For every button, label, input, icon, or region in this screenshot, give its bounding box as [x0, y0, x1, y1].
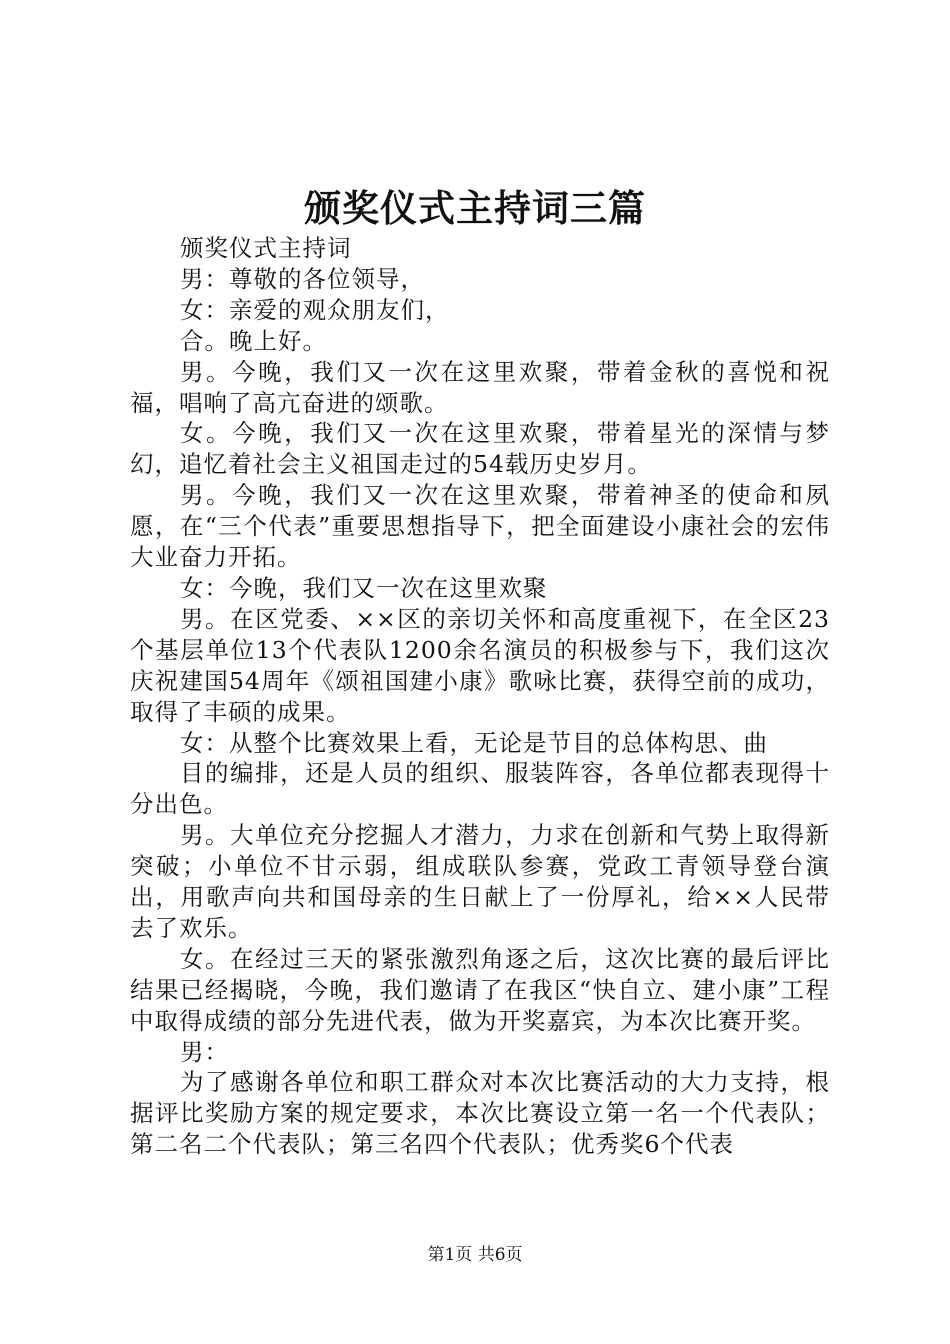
paragraph: 女：今晚，我们又一次在这里欢聚 [180, 573, 548, 602]
page-number-footer: 第1页 共6页 [427, 1245, 523, 1265]
paragraph: 颁奖仪式主持词 [180, 234, 352, 262]
paragraph: 女：从整个比赛效果上看，无论是节目的总体构思、曲 [180, 728, 768, 757]
paragraph: 为了感谢各单位和职工群众对本次比赛活动的大力支持，根据评比奖励方案的规定要求，本次比赛设立第一名一个代表队；第二名二个代表队；第三名四个代表队；优秀奖6个代表 [130, 1068, 830, 1159]
paragraph: 男。今晚，我们又一次在这里欢聚，带着神圣的使命和夙愿，在“三个代表”重要思想指导下，把全面建设小康社会的宏伟大业奋力开拓。 [130, 481, 830, 572]
paragraph: 女。今晚，我们又一次在这里欢聚，带着星光的深情与梦幻，追忆着社会主义祖国走过的54载历史岁月。 [130, 419, 830, 479]
paragraph: 男。在区党委、××区的亲切关怀和高度重视下，在全区23个基层单位13个代表队1200余名演员的积极参与下，我们这次庆祝建国54周年《颂祖国建小康》歌咏比赛，获得空前的成功，取得了丰硕的成果。 [130, 604, 830, 726]
document-body [130, 233, 830, 1160]
paragraph: 女。在经过三天的紧张激烈角逐之后，这次比赛的最后评比结果已经揭晓，今晚，我们邀请了在我区“快自立、建小康”工程中取得成绩的部分先进代表，做为开奖嘉宾，为本次比赛开奖。 [130, 944, 830, 1035]
paragraph: 男。大单位充分挖掘人才潜力，力求在创新和气势上取得新突破；小单位不甘示弱，组成联队参赛，党政工青领导登台演出，用歌声向共和国母亲的生日献上了一份厚礼，给××人民带去了欢乐。 [130, 821, 830, 942]
paragraph: 合。晚上好。 [180, 326, 327, 355]
paragraph: 男：尊敬的各位领导， [180, 264, 425, 293]
paragraph: 男： [180, 1037, 229, 1066]
paragraph: 目的编排，还是人员的组织、服装阵容，各单位都表现得十分出色。 [130, 759, 830, 819]
paragraph: 男。今晚，我们又一次在这里欢聚，带着金秋的喜悦和祝福，唱响了高亢奋进的颂歌。 [130, 357, 830, 417]
paragraph: 女：亲爱的观众朋友们， [180, 295, 450, 324]
document-title: 颁奖仪式主持词三篇 [304, 186, 646, 230]
